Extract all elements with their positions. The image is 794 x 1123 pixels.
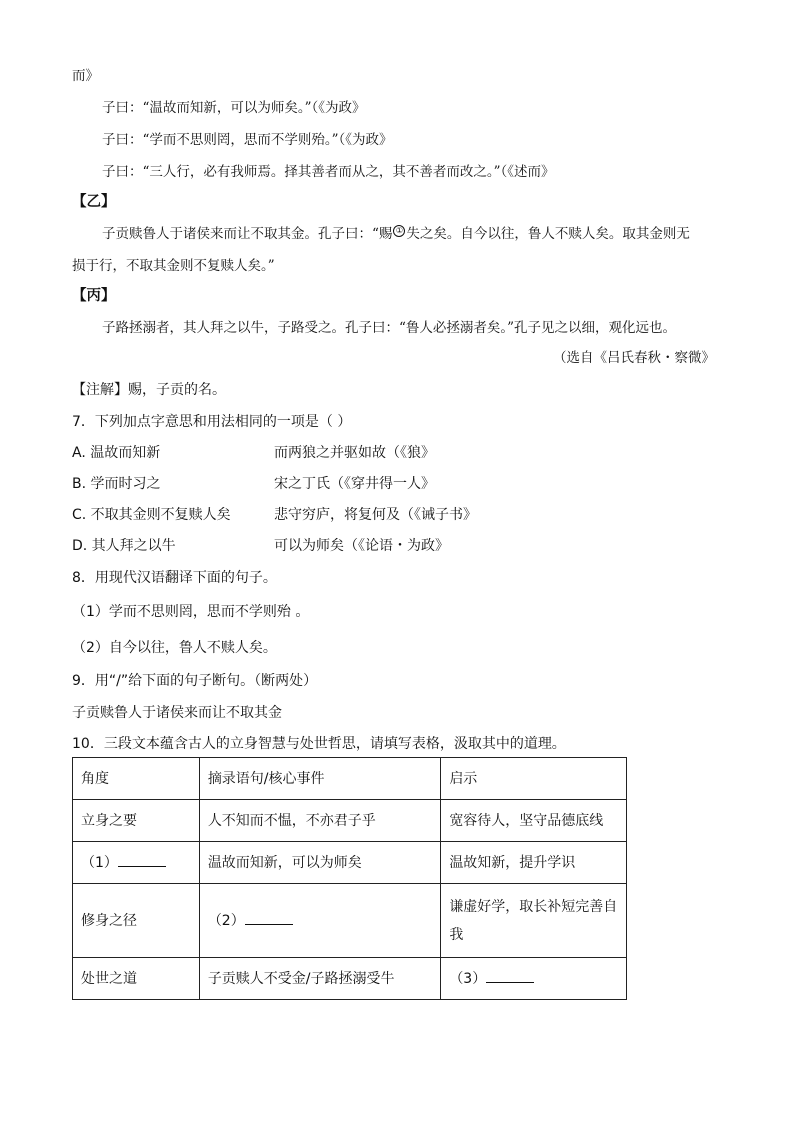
passage-yi-line-1 [102,224,690,244]
passage-jia-line-2: 子曰：“学而不思则罔，思而不学则殆。”（《为政》 [102,132,393,148]
q7-option-a: A. 温故而知新 [72,445,161,461]
passage-yi-header: 【乙】 [72,194,116,210]
table-header-cell: 角度 [73,758,200,800]
table-cell: 人不知而不愠，不亦君子乎 [199,800,441,842]
passage-jia-line-3: 子曰：“三人行，必有我师焉。择其善者而从之，其不善者而改之。”（《述而》 [102,164,555,180]
blank-label: （2） [207,912,245,929]
blank-label: （3） [449,970,487,987]
passage-yi-line-1-a: 子贡赎鲁人于诸侯来而让不取其金。孔子曰：“赐 [102,226,393,242]
passage-source: （选自《吕氏春秋・察微》 [553,350,715,366]
table-cell: 宽容待人，坚守品德底线 [441,800,627,842]
passage-yi-line-2: 损于行，不取其金则不复赎人矣。” [72,258,275,274]
answer-blank[interactable] [118,852,166,867]
q10-stem: 10．三段文本蕴含古人的立身智慧与处世哲思，请填写表格，汲取其中的道理。 [72,736,566,752]
table-row [73,958,627,1000]
table-cell: 处世之道 [73,958,200,1000]
q10-table [72,757,627,1000]
table-cell [73,842,200,884]
table-header-cell: 启示 [441,758,627,800]
table-cell: 温故知新，提升学识 [441,842,627,884]
passage-jia-line-1: 子曰：“温故而知新，可以为师矣。”（《为政》 [102,100,366,116]
table-header-cell: 摘录语句/核心事件 [199,758,441,800]
q9-sentence: 子贡赎鲁人于诸侯来而让不取其金 [72,705,282,721]
passage-bing-header: 【丙】 [72,288,116,304]
q8-item-1: （1）学而不思则罔，思而不学则殆 。 [72,604,310,620]
passage-yi-line-1-b: 失之矣。自今以往，鲁人不赎人矣。取其金则无 [406,226,690,242]
q7-option-a-compare: 而两狼之并驱如故（《狼》 [274,445,435,461]
q7-option-d: D. 其人拜之以牛 [72,538,176,554]
table-cell: 子贡赎人不受金/子路拯溺受牛 [199,958,441,1000]
q7-option-b: B. 学而时习之 [72,476,161,492]
answer-blank[interactable] [486,968,534,983]
table-cell [441,958,627,1000]
table-header-row [73,758,627,800]
q7-option-b-compare: 宋之丁氏（《穿井得一人》 [274,476,435,492]
table-row [73,800,627,842]
q9-stem: 9．用“/”给下面的句子断句。（断两处） [72,673,318,689]
q7-option-c-compare: 悲守穷庐，将复何及（《诫子书》 [274,507,477,523]
note-line: 【注解】赐，子贡的名。 [72,382,226,398]
table-cell: 立身之要 [73,800,200,842]
footnote-marker: ① [393,225,405,237]
table-row [73,884,627,958]
q7-option-d-compare: 可以为师矣（《论语・为政》 [274,538,449,554]
table-cell: 温故而知新，可以为师矣 [199,842,441,884]
table-row [73,842,627,884]
q7-option-c: C. 不取其金则不复赎人矣 [72,507,231,523]
passage-bing-line: 子路拯溺者，其人拜之以牛，子路受之。孔子曰：“鲁人必拯溺者矣。”孔子见之以细，观化远也。 [102,320,677,336]
table-cell [199,884,441,958]
answer-blank[interactable] [245,910,293,925]
q7-stem: 7．下列加点字意思和用法相同的一项是（ ） [72,414,352,430]
blank-label: （1） [81,854,118,871]
table-cell: 修身之径 [73,884,200,958]
passage-carry-line: 而》 [72,68,99,84]
q8-item-2: （2）自今以往，鲁人不赎人矣。 [72,640,277,656]
table-cell: 谦虚好学，取长补短完善自我 [441,884,627,958]
q8-stem: 8．用现代汉语翻译下面的句子。 [72,570,277,586]
